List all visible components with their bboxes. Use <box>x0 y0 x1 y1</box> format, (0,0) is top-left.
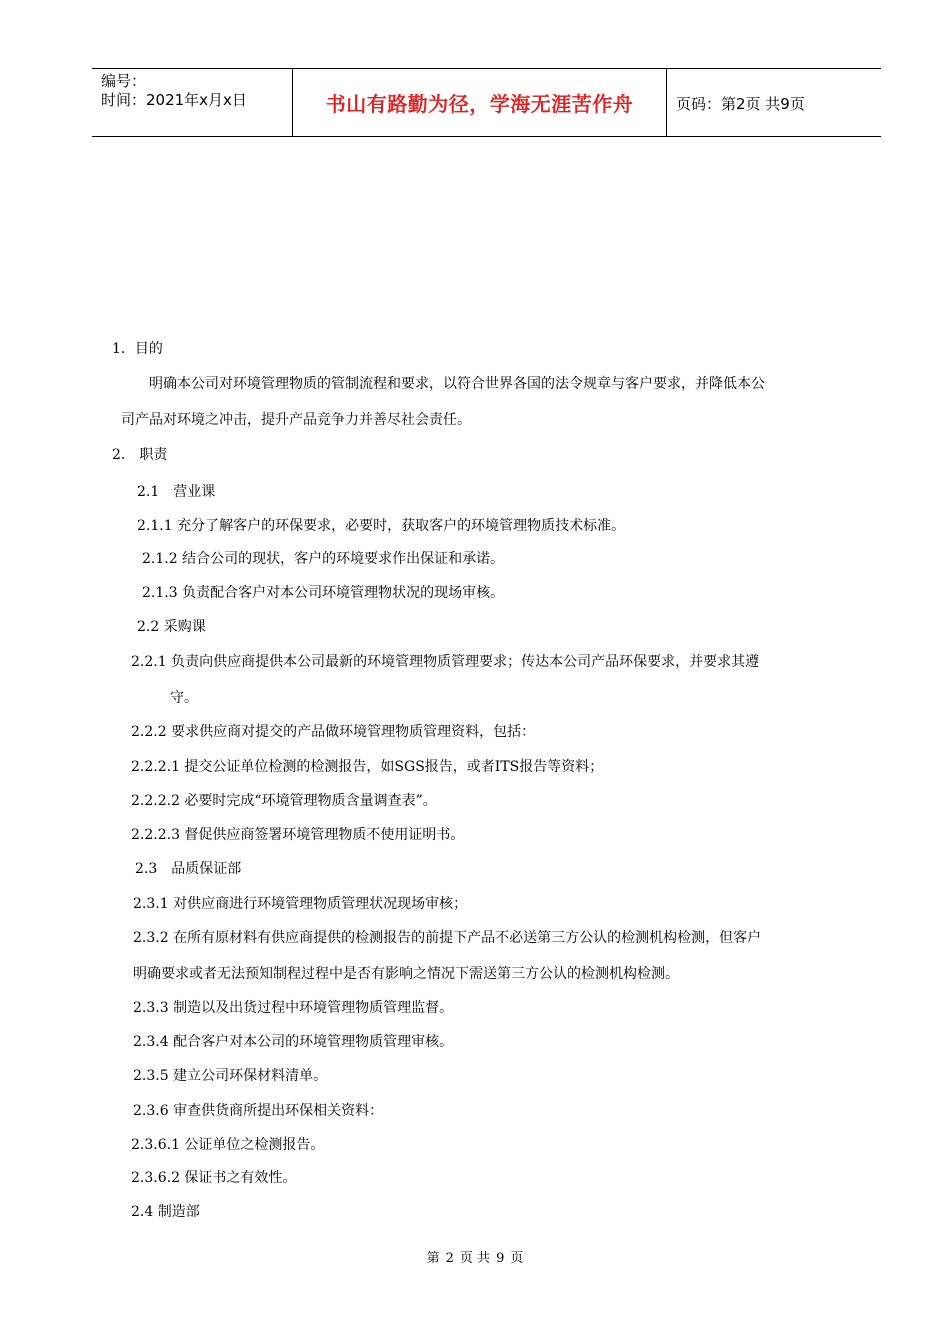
list-item: 2.1.2 结合公司的现状，客户的环境要求作出保证和承诺。 <box>142 551 505 567</box>
footer-mid: 页 共 <box>459 1251 491 1266</box>
footer-prefix: 第 <box>426 1251 440 1266</box>
list-item-continuation: 明确要求或者无法预知制程过程中是否有影响之情况下需送第三方公认的检测机构检测。 <box>133 966 679 982</box>
list-item: 2.3.3 制造以及出货过程中环境管理物质管理监督。 <box>133 1000 454 1016</box>
list-item: 2.3.6 审查供货商所提出环保相关资料： <box>133 1103 384 1119</box>
subsection-heading: 2.1 营业课 <box>137 484 216 500</box>
subsection-heading: 2.4 制造部 <box>131 1204 200 1220</box>
list-item: 2.2.2.3 督促供应商签署环境管理物质不使用证明书。 <box>131 827 465 843</box>
header-divider-right <box>666 68 667 136</box>
list-item: 2.2.1 负责向供应商提供本公司最新的环境管理物质管理要求；传达本公司产品环保要求，并要求其遵 <box>131 654 760 670</box>
header-top-rule <box>92 68 881 69</box>
list-item: 2.2.2.2 必要时完成“环境管理物质含量调查表”。 <box>131 793 437 809</box>
list-item: 2.1.3 负责配合客户对本公司环境管理物状况的现场审核。 <box>142 585 505 601</box>
header-page-label: 页码：第2页 共9页 <box>676 95 805 113</box>
list-item: 2.3.4 配合客户对本公司的环境管理物质管理审核。 <box>133 1034 454 1050</box>
list-item: 2.3.5 建立公司环保材料清单。 <box>133 1068 328 1084</box>
list-item: 2.3.6.1 公证单位之检测报告。 <box>131 1137 325 1153</box>
section-heading: 1．目的 <box>112 341 163 357</box>
subsection-heading: 2.2 采购课 <box>137 619 206 635</box>
list-item-continuation: 守。 <box>170 690 198 706</box>
footer-suffix: 页 <box>510 1251 524 1266</box>
list-item: 2.3.2 在所有原材料有供应商提供的检测报告的前提下产品不必送第三方公认的检测机构检测，但客户 <box>133 930 762 946</box>
list-item: 2.2.2.1 提交公证单位检测的检测报告，如SGS报告，或者ITS报告等资料； <box>131 759 604 775</box>
header-code-label: 编号： <box>101 72 147 90</box>
list-item: 2.1.1 充分了解客户的环保要求，必要时，获取客户的环境管理物质技术标准。 <box>137 518 626 534</box>
paragraph-line: 司产品对环境之冲击，提升产品竞争力并善尽社会责任。 <box>121 412 471 428</box>
list-item: 2.3.1 对供应商进行环境管理物质管理状况现场审核； <box>133 896 468 912</box>
page-footer <box>0 1247 950 1266</box>
header-info <box>101 72 247 110</box>
list-item: 2.3.6.2 保证书之有效性。 <box>131 1170 297 1186</box>
header-motto: 书山有路勤为径，学海无涯苦作舟 <box>325 92 634 116</box>
footer-total-pages: 9 <box>496 1251 505 1266</box>
subsection-heading: 2.3 品质保证部 <box>135 861 242 877</box>
section-heading: 2． 职责 <box>112 447 168 463</box>
list-item: 2.2.2 要求供应商对提交的产品做环境管理物质管理资料，包括： <box>131 724 536 740</box>
header-time-label: 时间：2021年x月x日 <box>101 91 247 109</box>
header-bottom-rule <box>92 136 881 137</box>
paragraph-line: 明确本公司对环境管理物质的管制流程和要求，以符合世界各国的法令规章与客户要求，并降低本公 <box>149 376 765 392</box>
footer-page-number: 2 <box>445 1251 454 1266</box>
